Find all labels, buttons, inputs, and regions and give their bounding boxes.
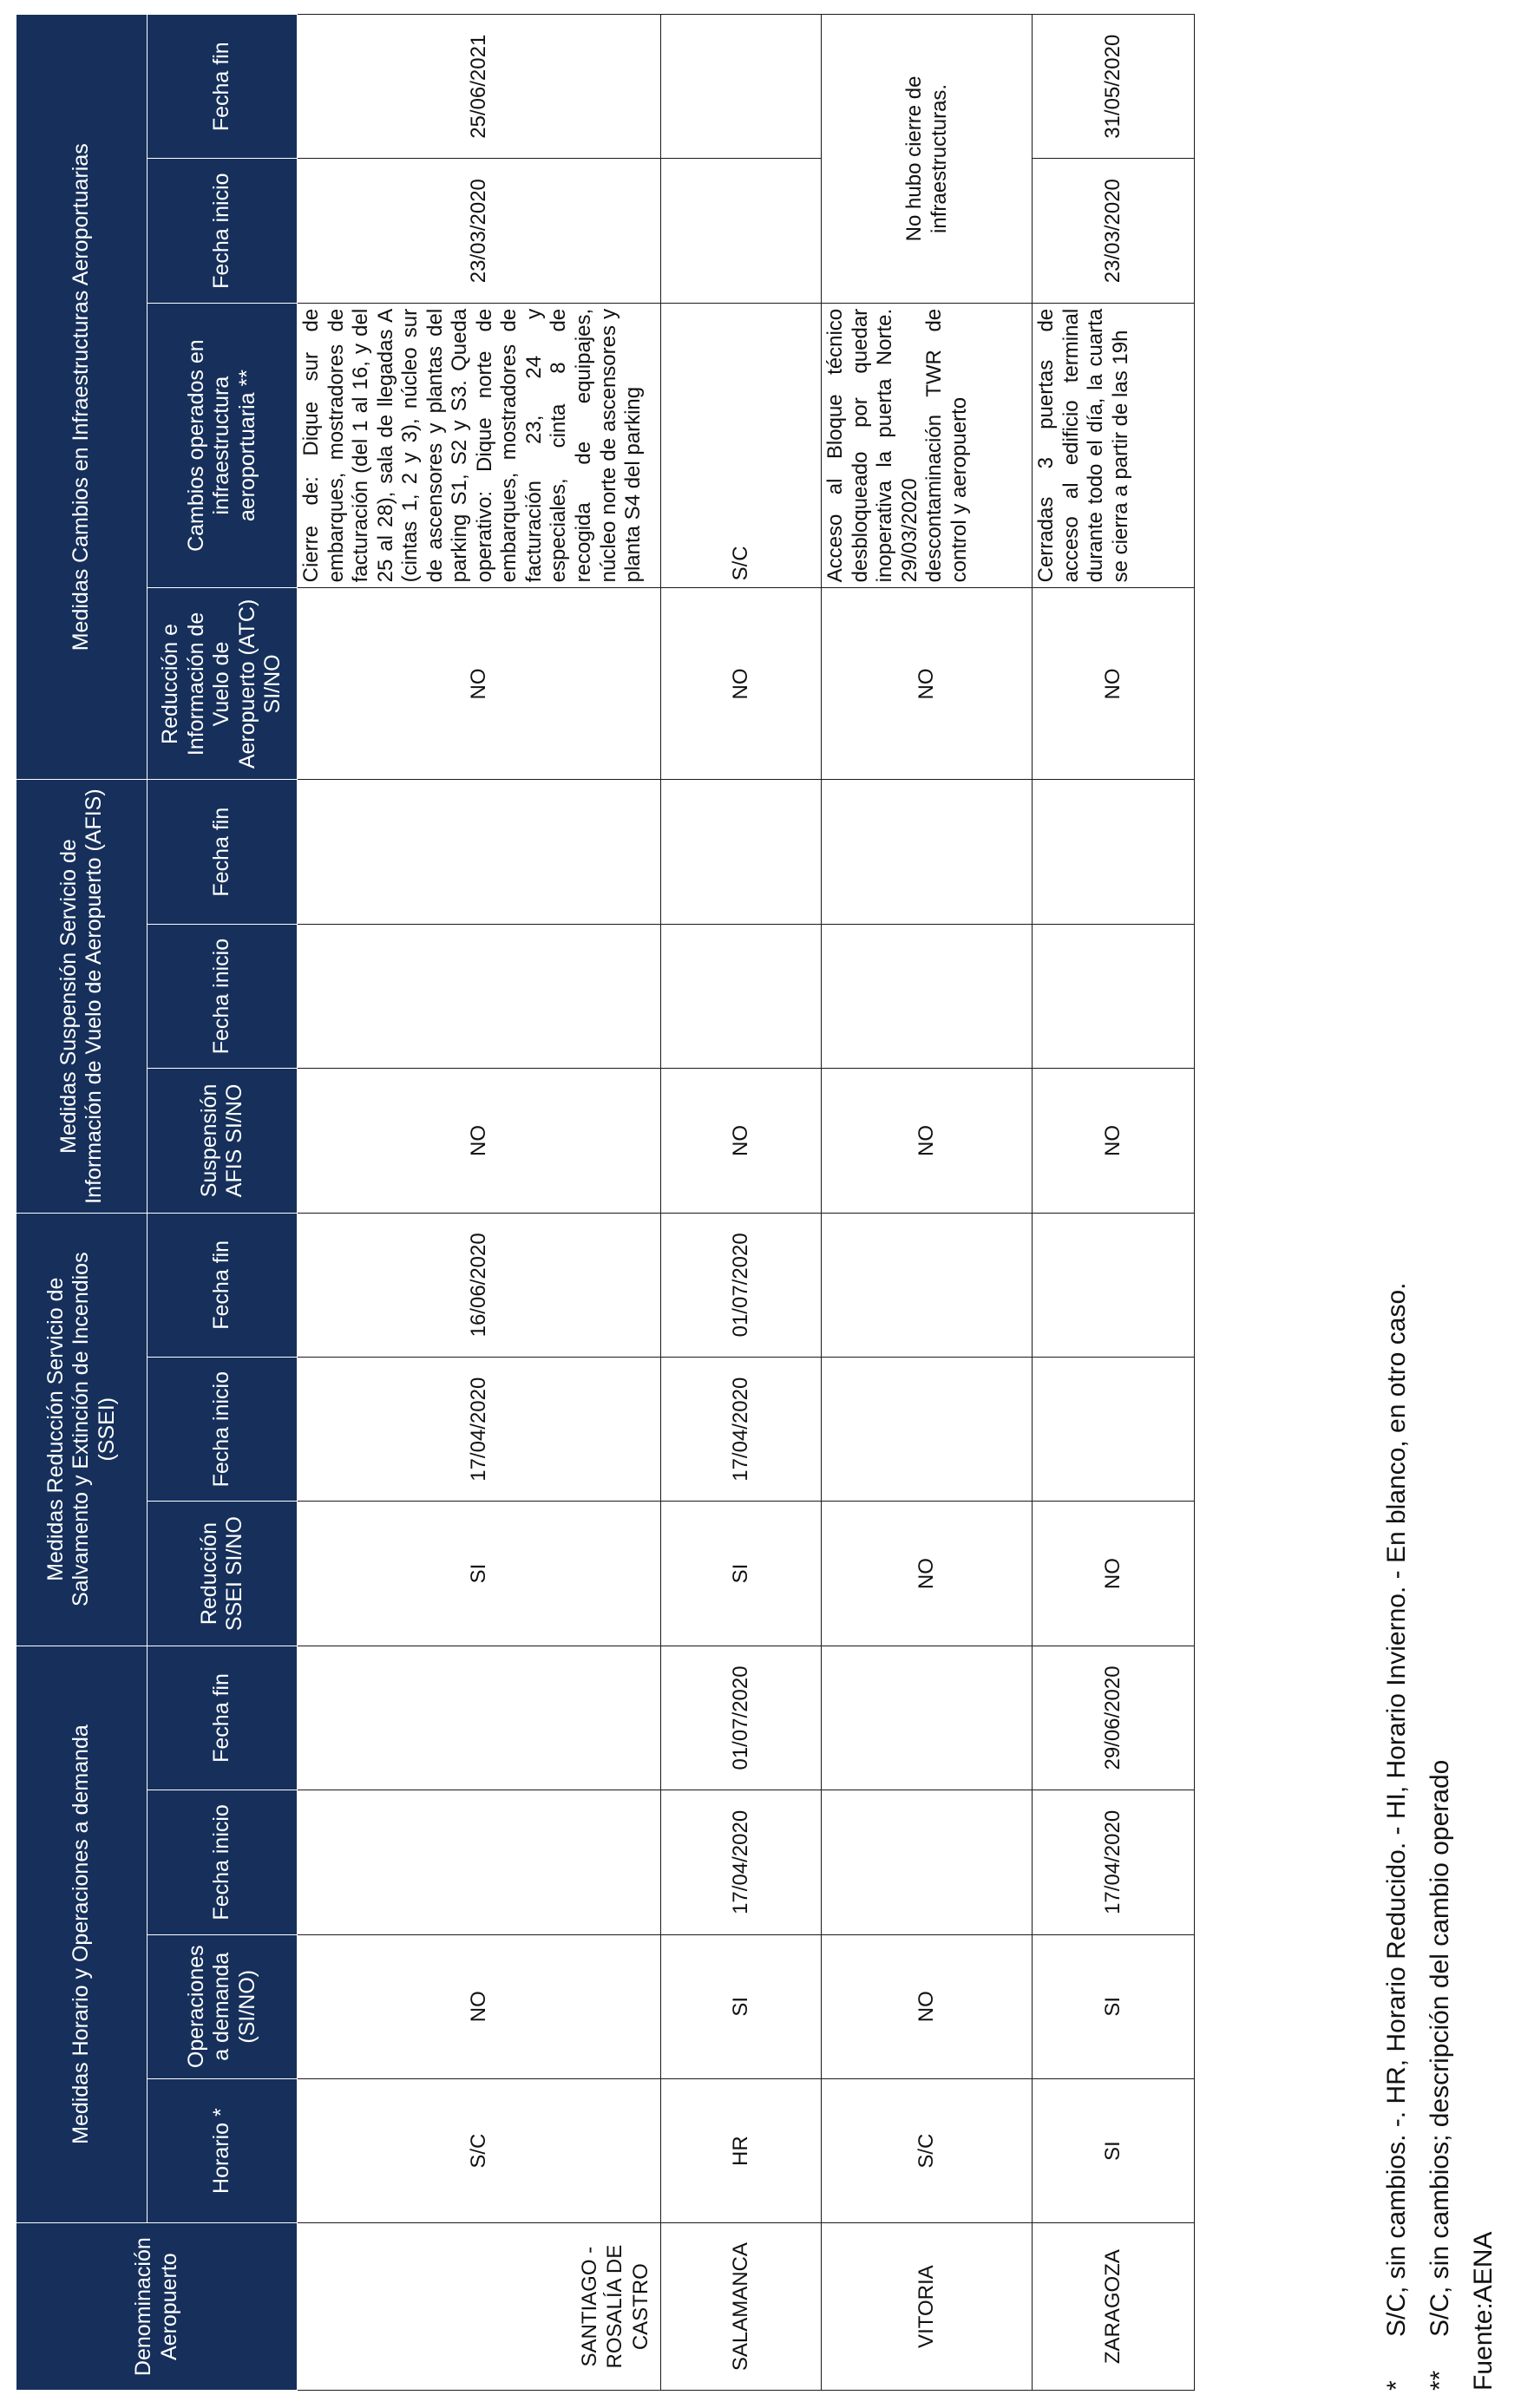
cell-atc: NO bbox=[1033, 588, 1195, 780]
cell-atc: NO bbox=[822, 588, 1033, 780]
header-airport: Denominación Aeropuerto bbox=[16, 2223, 298, 2391]
cell-infra-end: 25/06/2021 bbox=[298, 15, 661, 159]
cell-afis-start bbox=[1033, 924, 1195, 1068]
header-group-horario: Medidas Horario y Operaciones a demanda bbox=[16, 1646, 148, 2223]
cell-ops-start bbox=[822, 1790, 1033, 1934]
footnote-1-text: S/C, sin cambios. -. HR, Horario Reducido. - HI, Horario Invierno. - En blanco, en otro caso. bbox=[1382, 1282, 1411, 2337]
cell-infra-end bbox=[661, 15, 822, 159]
cell-ssei-start bbox=[1033, 1358, 1195, 1502]
cell-infra-start bbox=[661, 159, 822, 303]
header-ops: Operaciones a demanda (SI/NO) bbox=[148, 1934, 298, 2078]
header-afis: Suspensión AFIS SI/NO bbox=[148, 1069, 298, 1213]
header-infra-start: Fecha inicio bbox=[148, 159, 298, 303]
cell-ssei-end: 01/07/2020 bbox=[661, 1213, 822, 1357]
cell-horario: SI bbox=[1033, 2078, 1195, 2222]
cell-afis: NO bbox=[298, 1069, 661, 1213]
source-line: Fuente:AENA bbox=[1469, 2231, 1498, 2391]
cell-afis-start bbox=[822, 924, 1033, 1068]
cell-ops-end bbox=[822, 1646, 1033, 1790]
cell-ops-start: 17/04/2020 bbox=[1033, 1790, 1195, 1934]
cell-afis-start bbox=[661, 924, 822, 1068]
header-atc: Reducción e Información de Vuelo de Aeropuerto (ATC) SI/NO bbox=[148, 588, 298, 780]
cell-cambios: Cierre de: Dique sur de embarques, mostradores de facturación (del 1 al 16, y del 25 al 28), sala de llegadas A (cintas 1, 2 y 3), núcleo sur de ascensores y plantas del parking S1, S2 y S3. Queda operativo: Dique norte de embarques, mostradores de facturación 23, 24 y especiales, cinta 8 de recogida de equipajes, núcleo norte de ascensores y planta S4 del parking bbox=[298, 303, 661, 588]
cell-ops-end: 29/06/2020 bbox=[1033, 1646, 1195, 1790]
cell-atc: NO bbox=[298, 588, 661, 780]
header-cambios: Cambios operados en infraestructura aeroportuaria ** bbox=[148, 303, 298, 588]
header-group-afis: Medidas Suspensión Servicio de Información de Vuelo de Aeropuerto (AFIS) bbox=[16, 780, 148, 1213]
cell-ops: NO bbox=[822, 1934, 1033, 2078]
header-group-infra: Medidas Cambios en Infraestructuras Aeroportuarias bbox=[16, 15, 148, 781]
header-infra-end: Fecha fin bbox=[148, 15, 298, 159]
cell-infra-end: 31/05/2020 bbox=[1033, 15, 1195, 159]
table-row bbox=[822, 15, 1033, 2391]
cell-ssei-start bbox=[822, 1358, 1033, 1502]
footnote-2-mark: ** bbox=[1426, 2370, 1454, 2391]
cell-afis-end bbox=[1033, 780, 1195, 924]
cell-cambios: Cerradas 3 puertas de acceso al edificio terminal durante todo el día, la cuarta se cierra a partir de las 19h bbox=[1033, 303, 1195, 588]
header-afis-start: Fecha inicio bbox=[148, 924, 298, 1068]
airport-name: SALAMANCA bbox=[661, 2223, 822, 2391]
cell-horario: S/C bbox=[298, 2078, 661, 2222]
cell-ops: SI bbox=[1033, 1934, 1195, 2078]
airport-name: SANTIAGO - ROSALÍA DE CASTRO bbox=[298, 2223, 661, 2391]
header-afis-end: Fecha fin bbox=[148, 780, 298, 924]
table-row bbox=[298, 15, 661, 2391]
cell-ssei-start: 17/04/2020 bbox=[661, 1358, 822, 1502]
cell-afis-end bbox=[661, 780, 822, 924]
cell-ssei: SI bbox=[661, 1502, 822, 1646]
cell-horario: HR bbox=[661, 2078, 822, 2222]
header-group-ssei: Medidas Reducción Servicio de Salvamento y Extinción de Incendios (SSEI) bbox=[16, 1213, 148, 1646]
cell-afis: NO bbox=[661, 1069, 822, 1213]
cell-ops: SI bbox=[661, 1934, 822, 2078]
cell-horario: S/C bbox=[822, 2078, 1033, 2222]
cell-ssei: NO bbox=[1033, 1502, 1195, 1646]
cell-ops-end bbox=[298, 1646, 661, 1790]
cell-ssei-start: 17/04/2020 bbox=[298, 1358, 661, 1502]
cell-atc: NO bbox=[661, 588, 822, 780]
cell-ssei-end: 16/06/2020 bbox=[298, 1213, 661, 1357]
cell-cambios: S/C bbox=[661, 303, 822, 588]
cell-afis-end bbox=[298, 780, 661, 924]
header-horario: Horario * bbox=[148, 2078, 298, 2222]
cell-infra-start: 23/03/2020 bbox=[298, 159, 661, 303]
footnotes bbox=[1375, 1283, 1505, 2391]
cell-afis-start bbox=[298, 924, 661, 1068]
cell-cambios: Acceso al Bloque técnico desbloqueado por quedar inoperativa la puerta Norte. 29/03/2020 descontaminación TWR de control y aeropuerto bbox=[822, 303, 1033, 588]
cell-ops-end: 01/07/2020 bbox=[661, 1646, 822, 1790]
cell-ops: NO bbox=[298, 1934, 661, 2078]
cell-ssei: SI bbox=[298, 1502, 661, 1646]
cell-afis: NO bbox=[822, 1069, 1033, 1213]
cell-ssei: NO bbox=[822, 1502, 1033, 1646]
header-ops-start: Fecha inicio bbox=[148, 1790, 298, 1934]
cell-afis-end bbox=[822, 780, 1033, 924]
airport-name: VITORIA bbox=[822, 2223, 1033, 2391]
airport-measures-table bbox=[16, 14, 1195, 2391]
table-row bbox=[1033, 15, 1195, 2391]
footnote-2-text: S/C, sin cambios; descripción del cambio operado bbox=[1426, 1759, 1454, 2337]
cell-ops-start bbox=[298, 1790, 661, 1934]
footnote-1-mark: * bbox=[1382, 2380, 1411, 2391]
cell-ssei-end bbox=[822, 1213, 1033, 1357]
header-ops-end: Fecha fin bbox=[148, 1646, 298, 1790]
cell-afis: NO bbox=[1033, 1069, 1195, 1213]
cell-ops-start: 17/04/2020 bbox=[661, 1790, 822, 1934]
footnote-1 bbox=[1375, 1283, 1419, 2391]
footnote-2 bbox=[1419, 1283, 1462, 2391]
cell-ssei-end bbox=[1033, 1213, 1195, 1357]
cell-infra-start: 23/03/2020 bbox=[1033, 159, 1195, 303]
cell-infra-merged: No hubo cierre de infraestructuras. bbox=[822, 15, 1033, 304]
header-ssei: Reducción SSEI SI/NO bbox=[148, 1502, 298, 1646]
airport-name: ZARAGOZA bbox=[1033, 2223, 1195, 2391]
header-ssei-end: Fecha fin bbox=[148, 1213, 298, 1357]
header-ssei-start: Fecha inicio bbox=[148, 1358, 298, 1502]
table-row bbox=[661, 15, 822, 2391]
